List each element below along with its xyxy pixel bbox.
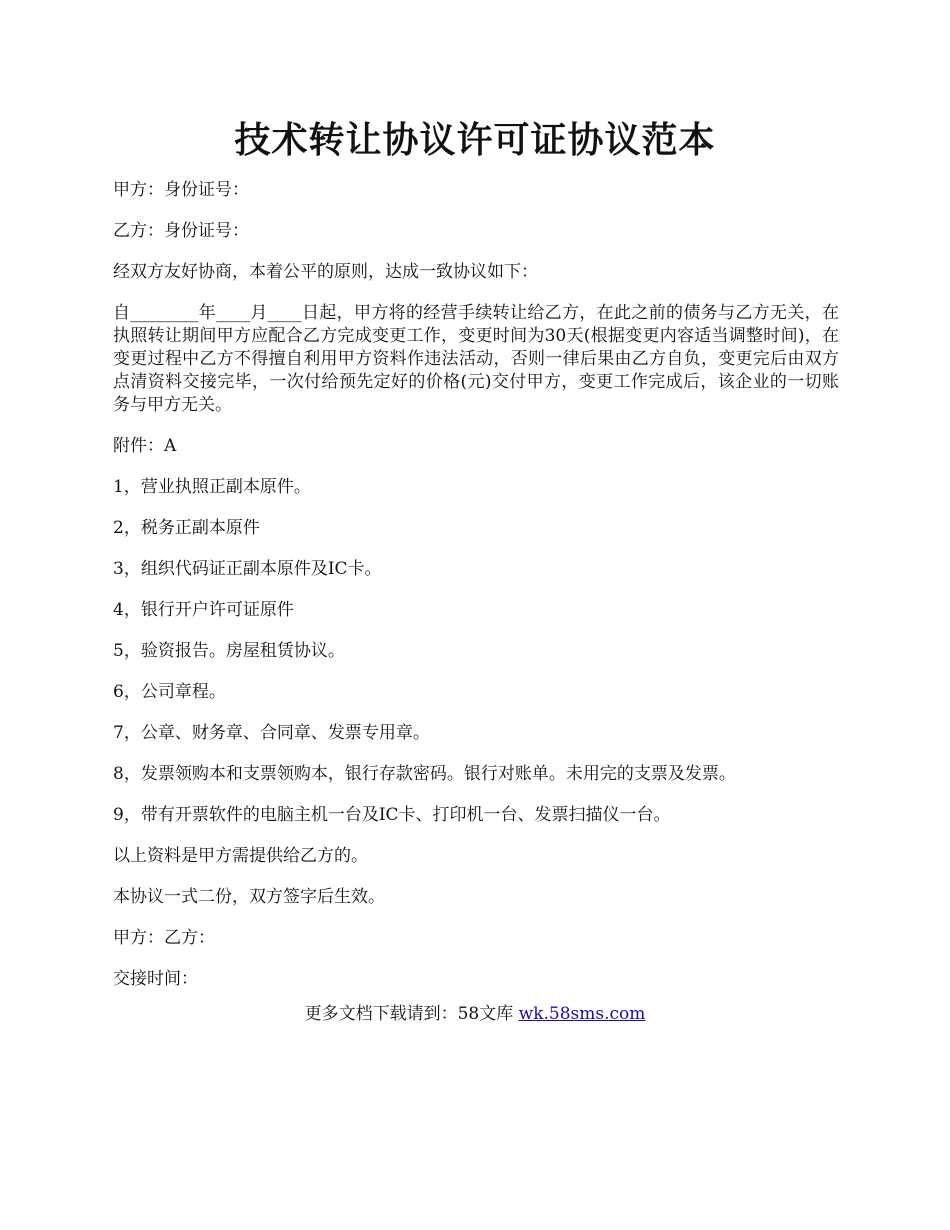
attachment-heading: 附件：A — [113, 436, 177, 456]
footer-prefix: 更多文档下载请到：58文库 — [304, 1004, 519, 1024]
attachment-item: 8，发票领购本和支票领购本，银行存款密码。银行对账单。未用完的支票及发票。 — [113, 764, 736, 784]
document-title: 技术转让协议许可证协议范本 — [234, 119, 716, 161]
footer-link[interactable]: wk.58sms.com — [518, 1004, 646, 1024]
attachment-item: 9，带有开票软件的电脑主机一台及IC卡、打印机一台、发票扫描仪一台。 — [113, 805, 671, 825]
attachment-item: 4，银行开户许可证原件 — [113, 600, 294, 620]
closing-line-2: 本协议一式二份，双方签字后生效。 — [113, 887, 385, 907]
document-content — [113, 179, 839, 1009]
attachment-item: 7，公章、财务章、合同章、发票专用章。 — [113, 723, 430, 743]
agreement-body-paragraph: 自________年____月____日起，甲方将的经营手续转让给乙方，在此之前的债务与乙方无关，在执照转让期间甲方应配合乙方完成变更工作，变更时间为30天(根据变更内容适当调整时间)，在变更过程中乙方不得擅自利用甲方资料作违法活动，否则一律后果由乙方自负，变更完后由双方点清资料交接完毕，一次付给预先定好的价格(元)交付甲方，变更工作完成后，该企业的一切账务与甲方无关。 — [113, 303, 839, 415]
attachment-item: 2，税务正副本原件 — [113, 518, 260, 538]
attachment-item: 5，验资报告。房屋租赁协议。 — [113, 641, 345, 661]
party-b-line: 乙方：身份证号： — [113, 221, 249, 241]
attachment-item: 6，公司章程。 — [113, 682, 226, 702]
attachment-item: 3，组织代码证正副本原件及IC卡。 — [113, 559, 382, 579]
attachment-item: 1，营业执照正副本原件。 — [113, 477, 311, 497]
party-a-line: 甲方：身份证号： — [113, 180, 249, 200]
intro-paragraph: 经双方友好协商，本着公平的原则，达成一致协议如下： — [113, 262, 538, 282]
handover-time-line: 交接时间： — [113, 969, 198, 989]
signature-line: 甲方：乙方： — [113, 928, 215, 948]
closing-line-1: 以上资料是甲方需提供给乙方的。 — [113, 846, 368, 866]
footer — [0, 1003, 950, 1026]
